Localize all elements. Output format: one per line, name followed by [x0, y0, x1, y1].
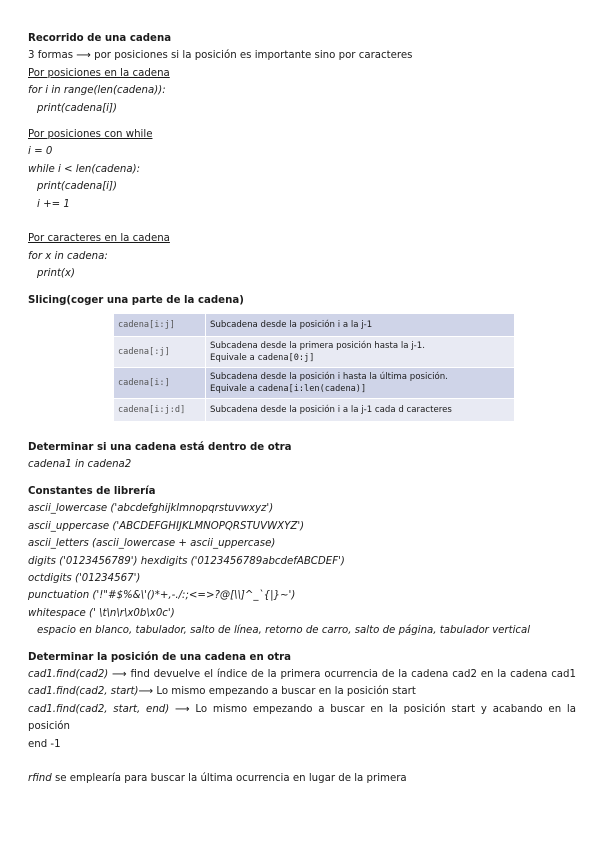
- section-title-contains: Determinar si una cadena está dentro de otra: [28, 442, 292, 454]
- constant-line: ascii_lowercase ('abcdefghijklmnopqrstuvwxyz'): [28, 503, 274, 515]
- constant-line: digits ('0123456789') hexdigits ('0123456789abcdefABCDEF'): [28, 555, 345, 567]
- code-line: print(x): [37, 268, 75, 280]
- rfind-note: rfind se emplearía para buscar la última ocurrencia en lugar de la primera: [28, 773, 407, 785]
- slice-code-cell: cadena[i:j:d]: [114, 399, 206, 422]
- table-row: [114, 368, 515, 399]
- code-line: i = 0: [28, 146, 53, 158]
- find-line-3: cad1.find(cad2, start, end) ⟶ Lo mismo empezando a buscar en la posición start y acabando en la posición: [28, 703, 576, 733]
- section-title-slicing: Slicing(coger una parte de la cadena): [28, 294, 244, 306]
- code-line: i += 1: [37, 198, 70, 210]
- slice-desc-cell: Subcadena desde la posición i a la j-1: [206, 314, 515, 337]
- slice-desc-cell: Subcadena desde la primera posición hasta la j-1. Equivale a cadena[0:j]: [206, 337, 515, 368]
- table-row: [114, 399, 515, 422]
- code-line: while i < len(cadena):: [28, 163, 141, 175]
- recorrido-intro: 3 formas ⟶ por posiciones si la posición es importante sino por caracteres: [28, 50, 413, 62]
- slice-code-cell: cadena[i:j]: [114, 314, 206, 337]
- slice-code-cell: cadena[:j]: [114, 337, 206, 368]
- find-line-2: cad1.find(cad2, start)⟶ Lo mismo empezando a buscar en la posición start: [28, 686, 416, 698]
- constant-line: octdigits ('01234567'): [28, 572, 141, 584]
- slice-desc-cell: Subcadena desde la posición i hasta la última posición. Equivale a cadena[i:len(cadena)]: [206, 368, 515, 399]
- constant-line: ascii_uppercase ('ABCDEFGHIJKLMNOPQRSTUVWXYZ'): [28, 520, 305, 532]
- section-title-find: Determinar la posición de una cadena en otra: [28, 651, 292, 663]
- subtitle-while: Por posiciones con while: [28, 129, 153, 141]
- code-line: print(cadena[i]): [37, 181, 117, 193]
- whitespace-note: espacio en blanco, tabulador, salto de línea, retorno de carro, salto de página, tabulador vertical: [37, 625, 531, 637]
- subtitle-posiciones: Por posiciones en la cadena: [28, 67, 170, 79]
- section-title-recorrido: Recorrido de una cadena: [28, 33, 172, 44]
- subtitle-caracteres: Por caracteres en la cadena: [28, 233, 170, 245]
- find-line-3-cont: end -1: [28, 738, 61, 750]
- code-line: for x in cadena:: [28, 250, 108, 262]
- constant-line: punctuation ('!"#$%&\'()*+,-./:;<=>?@[\\]^_`{|}~'): [28, 590, 296, 602]
- document-page: [28, 30, 576, 788]
- find-line-1: cad1.find(cad2) ⟶ find devuelve el índice de la primera ocurrencia de la cadena cad2 en la cadena cad1: [28, 668, 576, 680]
- slicing-table: [113, 313, 515, 422]
- code-line: for i in range(len(cadena)):: [28, 85, 166, 97]
- code-line: cadena1 in cadena2: [28, 459, 132, 471]
- code-line: print(cadena[i]): [37, 102, 117, 114]
- table-row: [114, 337, 515, 368]
- constant-line: whitespace (' \t\n\r\x0b\x0c'): [28, 607, 175, 619]
- slice-desc-cell: Subcadena desde la posición i a la j-1 cada d caracteres: [206, 399, 515, 422]
- constant-line: ascii_letters (ascii_lowercase + ascii_uppercase): [28, 538, 276, 550]
- section-title-constantes: Constantes de librería: [28, 485, 156, 497]
- slice-code-cell: cadena[i:]: [114, 368, 206, 399]
- table-row: [114, 314, 515, 337]
